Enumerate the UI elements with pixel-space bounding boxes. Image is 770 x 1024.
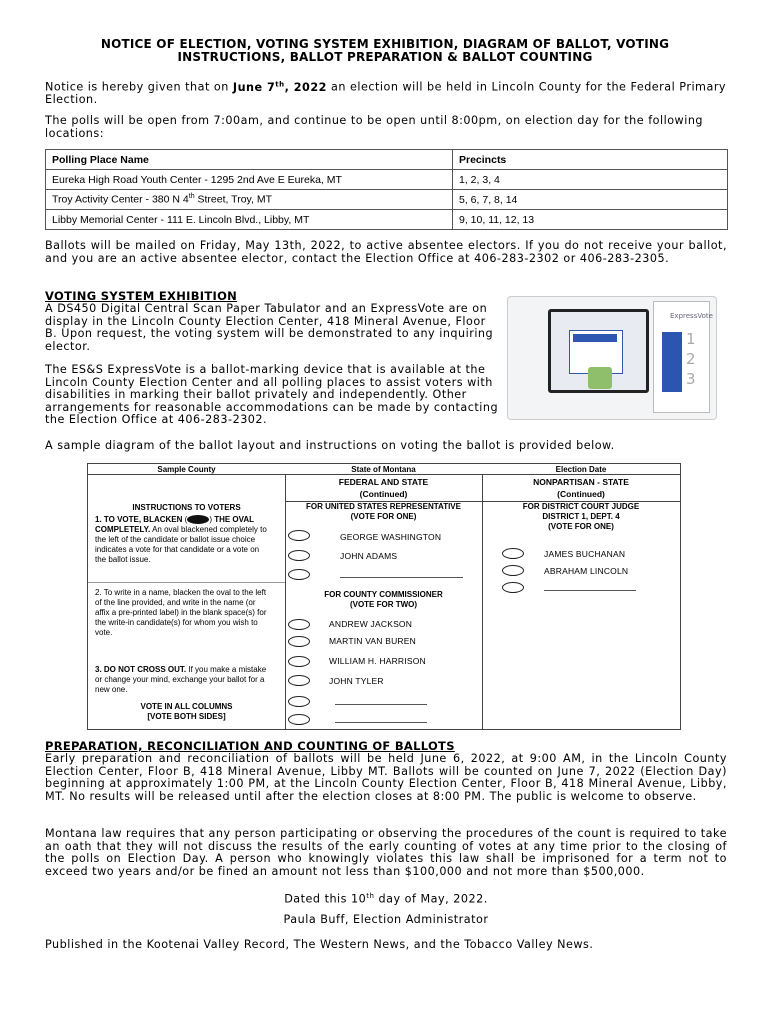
candidate-name: WILLIAM H. HARRISON — [329, 656, 426, 666]
vote-oval[interactable] — [288, 636, 310, 647]
published-line: Published in the Kootenai Valley Record, The Western News, and the Tobacco Valley News. — [45, 938, 594, 951]
voting-system-heading: VOTING SYSTEM EXHIBITION — [45, 289, 238, 303]
vote-oval[interactable] — [288, 530, 310, 541]
polling-place-cell: Libby Memorial Center - 111 E. Lincoln Blvd., Libby, MT — [46, 210, 453, 230]
write-in-line[interactable] — [335, 704, 427, 705]
candidate-name: GEORGE WASHINGTON — [340, 532, 442, 542]
table-header-row — [46, 150, 728, 170]
write-in-oval[interactable] — [288, 714, 310, 725]
preparation-paragraph-2: Montana law requires that any person participating or observing the procedures of the count is required to take an oath that they will not discuss the results of the early counting of votes at any time prior to the closing of the polls on Election Day. A person who knowingly violates this law shall be imprisoned for a term not to exceed two years and/or be fined an amount not less than $100,000 and not more than $500,000. — [45, 827, 727, 878]
vote-oval[interactable] — [288, 550, 310, 561]
polling-places-table — [45, 149, 728, 230]
sample-intro: A sample diagram of the ballot layout and instructions on voting the ballot is provided below. — [45, 439, 615, 452]
voting-system-paragraph-1: A DS450 Digital Central Scan Paper Tabulator and an ExpressVote are on display in the Lincoln County Election Center, 418 Mineral Avenue, Floor B. Upon request, the voting system will be demonstrated to any inquiring elector. — [45, 302, 494, 353]
candidate-name: ANDREW JACKSON — [329, 619, 413, 629]
precincts-cell: 1, 2, 3, 4 — [453, 170, 728, 190]
machine-brand-label: ExpressVote — [670, 312, 713, 320]
polls-paragraph: The polls will be open from 7:00am, and continue to be open until 8:00pm, on election day for the following locations: — [45, 114, 704, 140]
absentee-paragraph: Ballots will be mailed on Friday, May 13th, 2022, to active absentee electors. If you do not receive your ballot, and you are an active absentee elector, contact the Election Office at 406-283-2302 or 406-283-2305. — [45, 239, 727, 265]
write-in-oval[interactable] — [288, 696, 310, 707]
instruction-1: 1. TO VOTE, BLACKEN ( ) THE OVAL COMPLETELY. An oval blackened completely to the left of the candidate or ballot issue choice indicates a vote for that candidate or a vote on the ballot issue. — [95, 515, 267, 564]
instruction-2: 2. To write in a name, blacken the oval to the left of the line provided, and write in the name (or affix a pre-printed label) in the blank space(s) for the write-in candidate(s) for whom you wish to vote. — [95, 588, 267, 637]
notice-title: NOTICE OF ELECTION, VOTING SYSTEM EXHIBITION, DIAGRAM OF BALLOT, VOTING INSTRUCTIONS, BALLOT PREPARATION & BALLOT COUNTING — [100, 37, 670, 64]
polling-place-cell: Eureka High Road Youth Center - 1295 2nd Ave E Eureka, MT — [46, 170, 453, 190]
vote-oval[interactable] — [288, 619, 310, 630]
precincts-cell: 9, 10, 11, 12, 13 — [453, 210, 728, 230]
filled-oval-icon — [187, 515, 209, 524]
write-in-oval[interactable] — [502, 582, 524, 593]
vote-oval[interactable] — [502, 548, 524, 559]
instructions-title: INSTRUCTIONS TO VOTERS — [132, 503, 241, 512]
ballot-date-header: Election Date — [555, 465, 607, 474]
step-label: 2 — [686, 350, 696, 368]
machine-side-panel — [653, 301, 713, 413]
ballot-state-header: State of Montana — [351, 465, 416, 474]
preparation-heading: PREPARATION, RECONCILIATION AND COUNTING OF BALLOTS — [45, 739, 455, 753]
expressvote-machine-image — [507, 296, 717, 420]
table-row — [46, 170, 728, 190]
ballot-federal-section: FEDERAL AND STATE (Continued) — [338, 477, 429, 499]
write-in-line[interactable] — [544, 590, 636, 591]
header-polling-place: Polling Place Name — [46, 150, 453, 170]
sample-ballot — [87, 463, 681, 730]
instruction-3: 3. DO NOT CROSS OUT. If you make a mistake or change your mind, exchange your ballot for a new one. — [95, 665, 267, 694]
table-row — [46, 190, 728, 210]
candidate-name: JOHN TYLER — [329, 676, 384, 686]
preparation-paragraph-1: Early preparation and reconciliation of ballots will be held June 6, 2022, at 9:00 AM, in the Lincoln County Election Center, Floor B, 418 Mineral Avenue, Libby MT. Ballots will be counted on June 7, 2022 (Election Day) beginning at approximately 1:00 PM, at the Lincoln County Election Center, Floor B, 418 Mineral Avenue, Libby, MT. No results will be released until after the election closes at 8:00 PM. The public is welcome to observe. — [45, 752, 727, 803]
table-row — [46, 210, 728, 230]
vote-oval[interactable] — [288, 675, 310, 686]
candidate-name: ABRAHAM LINCOLN — [544, 566, 629, 576]
race-us-representative-title: FOR UNITED STATES REPRESENTATIVE (VOTE FOR ONE) — [306, 502, 461, 521]
signature-line: Paula Buff, Election Administrator — [283, 913, 489, 926]
write-in-oval[interactable] — [288, 569, 310, 580]
race-county-commissioner-title: FOR COUNTY COMMISSIONER (VOTE FOR TWO) — [324, 590, 443, 609]
voting-system-paragraph-2: The ES&S ExpressVote is a ballot-marking device that is available at the Lincoln County Election Center and all polling places to assist voters with disabilities in marking their ballot privately and independently. Other arrangements for reasonable accommodations can be made by contacting the Election Office at 406-283-2302. — [45, 363, 499, 426]
write-in-line[interactable] — [340, 577, 463, 578]
candidate-name: MARTIN VAN BUREN — [329, 636, 416, 646]
polling-place-cell: Troy Activity Center - 380 N 4th Street, Troy, MT — [46, 190, 453, 210]
vote-all-columns: VOTE IN ALL COLUMNS [VOTE BOTH SIDES] — [140, 702, 233, 721]
precincts-cell: 5, 6, 7, 8, 14 — [453, 190, 728, 210]
notice-paragraph: Notice is hereby given that on June 7th, 2022 an election will be held in Lincoln County for the Federal Primary Election. — [45, 80, 727, 107]
ballot-county-header: Sample County — [157, 465, 216, 474]
candidate-name: JAMES BUCHANAN — [544, 549, 626, 559]
candidate-name: JOHN ADAMS — [340, 551, 398, 561]
ballot-nonpartisan-section: NONPARTISAN - STATE (Continued) — [533, 477, 629, 499]
step-label: 1 — [686, 330, 696, 348]
vote-oval[interactable] — [502, 565, 524, 576]
ballot-card-icon — [588, 367, 612, 389]
step-label: 3 — [686, 370, 696, 388]
write-in-line[interactable] — [335, 722, 427, 723]
header-precincts: Precincts — [453, 150, 728, 170]
dated-line: Dated this 10th day of May, 2022. — [284, 892, 488, 906]
vote-oval[interactable] — [288, 656, 310, 667]
race-district-judge-title: FOR DISTRICT COURT JUDGE DISTRICT 1, DEPT. 4 (VOTE FOR ONE) — [522, 502, 640, 531]
